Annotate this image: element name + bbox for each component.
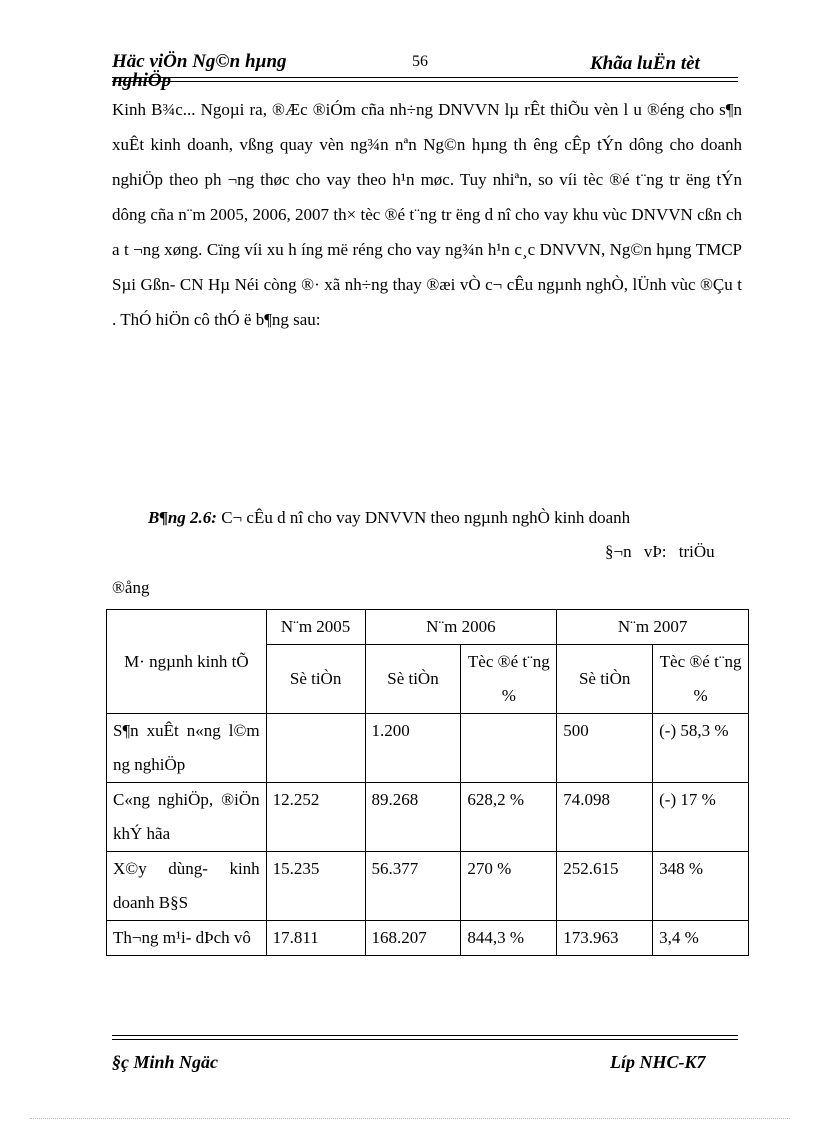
- header-title-right: Khãa luËn tèt: [590, 53, 700, 74]
- cell-amount-2006: 1.200: [365, 714, 461, 783]
- cell-amount-2007: 500: [557, 714, 653, 783]
- cell-growth-2007: (-) 17 %: [653, 783, 749, 852]
- header-amount-2005: Sè tiÒn: [266, 645, 365, 714]
- header-amount-2007: Sè tiÒn: [557, 645, 653, 714]
- cell-amount-2005: 12.252: [266, 783, 365, 852]
- cell-growth-2007: 3,4 %: [653, 921, 749, 956]
- unit-label-continued: ®ång: [112, 578, 150, 597]
- header-sector: M· ngµnh kinh tÕ: [107, 610, 267, 714]
- header-rule-bottom: [112, 81, 738, 82]
- header-title-left: Häc viÖn Ng©n hµng nghiÖp: [112, 51, 287, 91]
- cell-sector: Th¬ng m¹i- dÞch vô: [107, 921, 267, 956]
- footer-rule-bottom: [112, 1039, 738, 1040]
- sector-loan-table: [106, 609, 749, 956]
- cell-amount-2007: 252.615: [557, 852, 653, 921]
- cell-amount-2006: 56.377: [365, 852, 461, 921]
- header-growth-2006: Tèc ®é t¨ng %: [461, 645, 557, 714]
- cell-sector: C«ng nghiÖp, ®iÖn khÝ hãa: [107, 783, 267, 852]
- table-caption: [148, 508, 630, 528]
- cell-growth-2006: 270 %: [461, 852, 557, 921]
- footer-rule-top: [112, 1035, 738, 1036]
- footer-author: §ç Minh Ngäc: [112, 1052, 219, 1072]
- cell-amount-2007: 173.963: [557, 921, 653, 956]
- page-edge-divider: [30, 1118, 790, 1119]
- cell-growth-2007: 348 %: [653, 852, 749, 921]
- cell-amount-2005: 17.811: [266, 921, 365, 956]
- table-row: [107, 852, 749, 921]
- page-number: 56: [412, 53, 428, 70]
- cell-amount-2006: 89.268: [365, 783, 461, 852]
- cell-sector: S¶n xuÊt n«ng l©m ng nghiÖp: [107, 714, 267, 783]
- paragraph-text: Kinh B¾c... Ngoµi ra, ®Æc ®iÓm cña nh÷ng DNVVN lµ rÊt thiÕu vèn l u ®éng cho s¶n xuÊt kinh doanh, vßng quay vèn ng¾n nªn Ng©n hµng th êng cÊp tÝn dông cho doanh nghiÖp theo ph ¬ng thøc cho vay theo h¹n møc. Tuy nhiªn, so víi tèc ®é t¨ng tr ëng tÝn dông cña n¨m 2005, 2006, 2007 th× tèc ®é t¨ng tr ëng d nî cho vay khu vùc DNVVN cßn ch a t ¬ng xøng. Cïng víi xu h íng më réng cho vay ng¾n h¹n c¸c DNVVN, Ng©n hµng TMCP Sµi Gßn- CN Hµ Néi còng ®· xã nh÷ng thay ®æi vÒ c¬ cÊu ngµnh nghÒ, lÜnh vùc ®Çu t . ThÓ hiÖn cô thÓ ë b¶ng sau:: [112, 100, 742, 329]
- cell-amount-2007: 74.098: [557, 783, 653, 852]
- table-caption-text: C¬ cÊu d nî cho vay DNVVN theo ngµnh nghÒ kinh doanh: [216, 508, 631, 527]
- header-year-2007: N¨m 2007: [557, 610, 749, 645]
- header-year-2005: N¨m 2005: [266, 610, 365, 645]
- header-growth-2007: Tèc ®é t¨ng %: [653, 645, 749, 714]
- header-amount-2006: Sè tiÒn: [365, 645, 461, 714]
- cell-growth-2006: 844,3 %: [461, 921, 557, 956]
- unit-label: §¬n vÞ: triÖu: [605, 542, 715, 561]
- cell-amount-2005: [266, 714, 365, 783]
- footer-class: Líp NHC-K7: [610, 1052, 706, 1072]
- table-header-row: [107, 610, 749, 645]
- header-rule-top: [112, 77, 738, 78]
- cell-growth-2006: [461, 714, 557, 783]
- cell-sector: X©y dùng- kinh doanh B§S: [107, 852, 267, 921]
- cell-growth-2006: 628,2 %: [461, 783, 557, 852]
- cell-amount-2006: 168.207: [365, 921, 461, 956]
- table-caption-label: B¶ng 2.6:: [148, 508, 217, 527]
- table-row: [107, 714, 749, 783]
- cell-amount-2005: 15.235: [266, 852, 365, 921]
- table-row: [107, 921, 749, 956]
- header-year-2006: N¨m 2006: [365, 610, 557, 645]
- table-row: [107, 783, 749, 852]
- body-paragraph: [112, 92, 742, 337]
- cell-growth-2007: (-) 58,3 %: [653, 714, 749, 783]
